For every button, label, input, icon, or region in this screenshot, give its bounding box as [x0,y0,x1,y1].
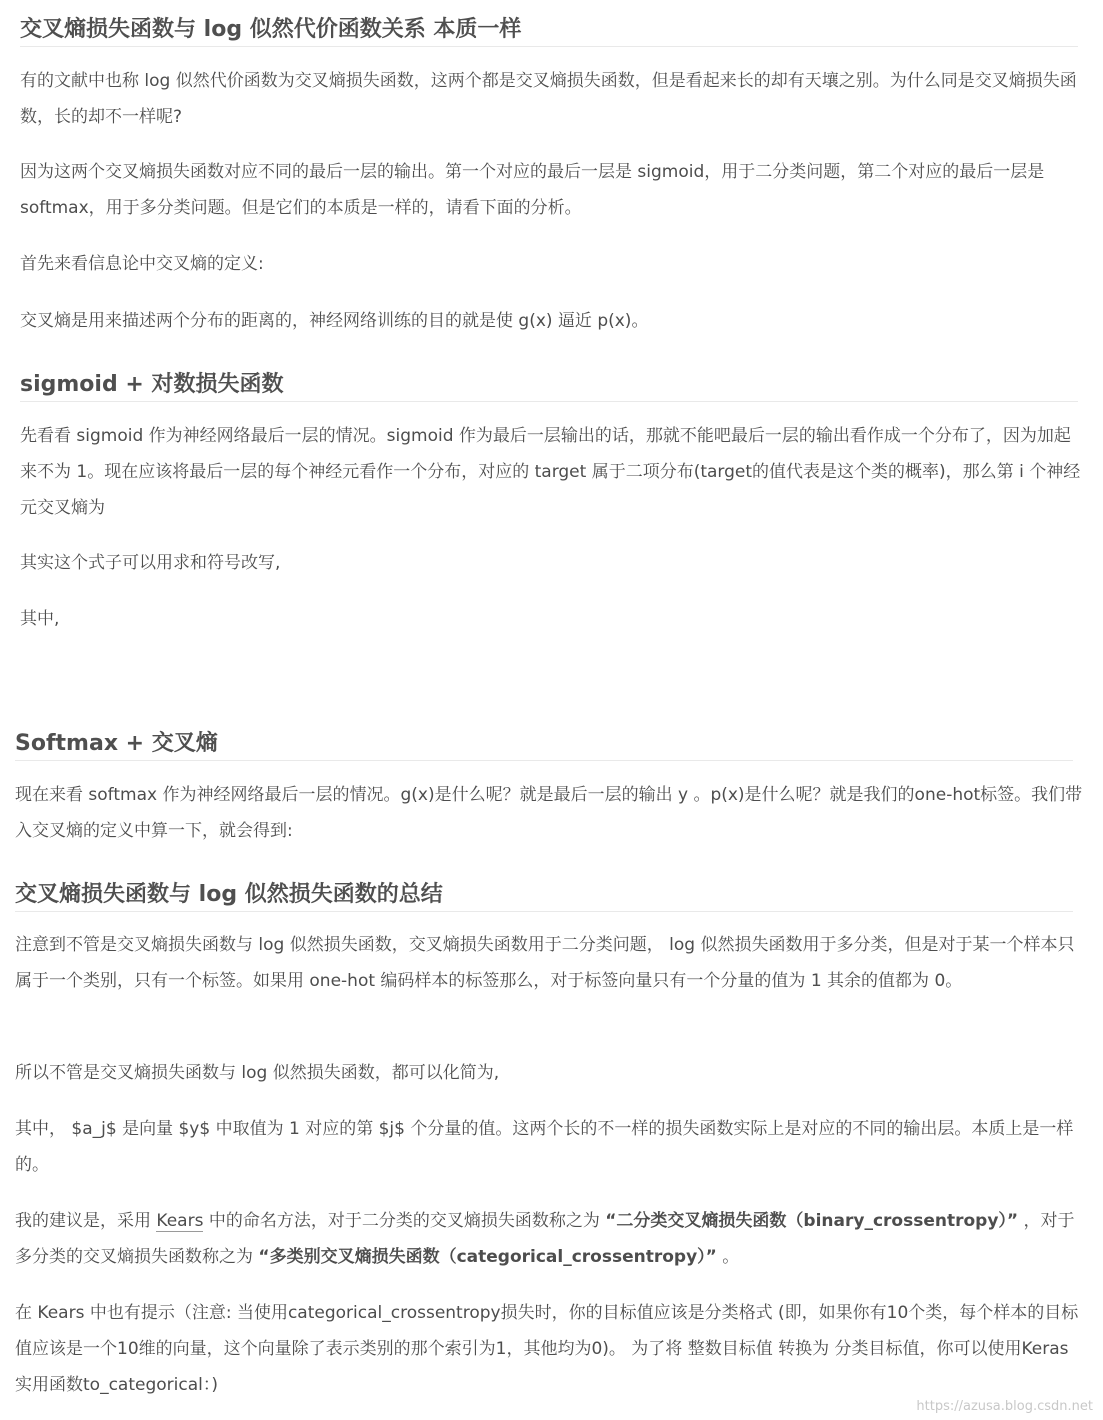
text: 中的命名方法，对于二分类的交叉熵损失函数称之为 [203,1211,606,1231]
paragraph: 其实这个式子可以用求和符号改写, [20,553,281,573]
paragraph: 所以不管是交叉熵损失函数与 log 似然损失函数，都可以化简为, [15,1063,500,1083]
paragraph: 注意到不管是交叉熵损失函数与 log 似然损失函数，交叉熵损失函数用于二分类问题， log 似然损失函数用于多分类，但是对于某一个样本只属于一个类别，只有一个标签。如果用 one-hot 编码样本的标签那么，对于标签向量只有一个分量的值为 1 其余的值都为 0。 [15,935,1075,991]
paragraph: 先看看 sigmoid 作为神经网络最后一层的情况。sigmoid 作为最后一层输出的话，那就不能吧最后一层的输出看作成一个分布了，因为加起来不为 1。现在应该将最后一层的每个神经元看作一个分布，对应的 target 属于二项分布(target的值代表是这个类的概率)，那么第 i 个神经元交叉熵为 [20,426,1081,518]
title-divider [20,401,1078,402]
section-title-softmax: Softmax + 交叉熵 [15,731,218,756]
title-divider [15,911,1073,912]
title-divider [15,760,1073,761]
paragraph: 其中， $a_j$ 是向量 $y$ 中取值为 1 对应的第 $j$ 个分量的值。这两个长的不一样的损失函数实际上是对应的不同的输出层。本质上是一样的。 [15,1119,1074,1175]
text: ，对于多分类的交叉熵损失函数称之为 [15,1211,1075,1267]
paragraph: 首先来看信息论中交叉熵的定义: [20,254,264,274]
title-divider [20,46,1078,47]
kears-link[interactable]: Kears [156,1211,204,1231]
paragraph: 其中, [20,609,60,629]
section-title-relation: 交叉熵损失函数与 log 似然代价函数关系 本质一样 [20,17,522,42]
section-title-sigmoid: sigmoid + 对数损失函数 [20,372,284,397]
bold-term-binary: “二分类交叉熵损失函数（binary_crossentropy）” [605,1211,1019,1231]
watermark: https://azusa.blog.csdn.net [916,1399,1093,1414]
paragraph: 在 Kears 中也有提示（注意: 当使用categorical_crossentropy损失时，你的目标值应该是分类格式 (即，如果你有10个类，每个样本的目标值应该是一个10维的向量，这个向量除了表示类别的那个索引为1，其他均为0)。 为了将 整数目标值 转换为 分类目标值，你可以使用Keras实用函数to_categorical：) [15,1303,1079,1395]
paragraph: 因为这两个交叉熵损失函数对应不同的最后一层的输出。第一个对应的最后一层是 sigmoid，用于二分类问题，第二个对应的最后一层是 softmax，用于多分类问题。但是它们的本质是一样的，请看下面的分析。 [20,162,1045,218]
text: 我的建议是，采用 [15,1211,157,1231]
bold-term-categorical: “多类别交叉熵损失函数（categorical_crossentropy）” [258,1247,717,1267]
paragraph: 交叉熵是用来描述两个分布的距离的，神经网络训练的目的就是使 g(x) 逼近 p(x)。 [20,311,649,331]
text: 。 [716,1247,740,1267]
paragraph: 现在来看 softmax 作为神经网络最后一层的情况。g(x)是什么呢？就是最后一层的输出 y 。p(x)是什么呢？就是我们的one-hot标签。我们带入交叉熵的定义中算一下，就会得到: [15,785,1083,841]
paragraph: 有的文献中也称 log 似然代价函数为交叉熵损失函数，这两个都是交叉熵损失函数，但是看起来长的却有天壤之别。为什么同是交叉熵损失函数，长的却不一样呢? [20,71,1077,127]
paragraph-recommendation [15,1203,1085,1275]
section-title-summary: 交叉熵损失函数与 log 似然损失函数的总结 [15,882,443,907]
